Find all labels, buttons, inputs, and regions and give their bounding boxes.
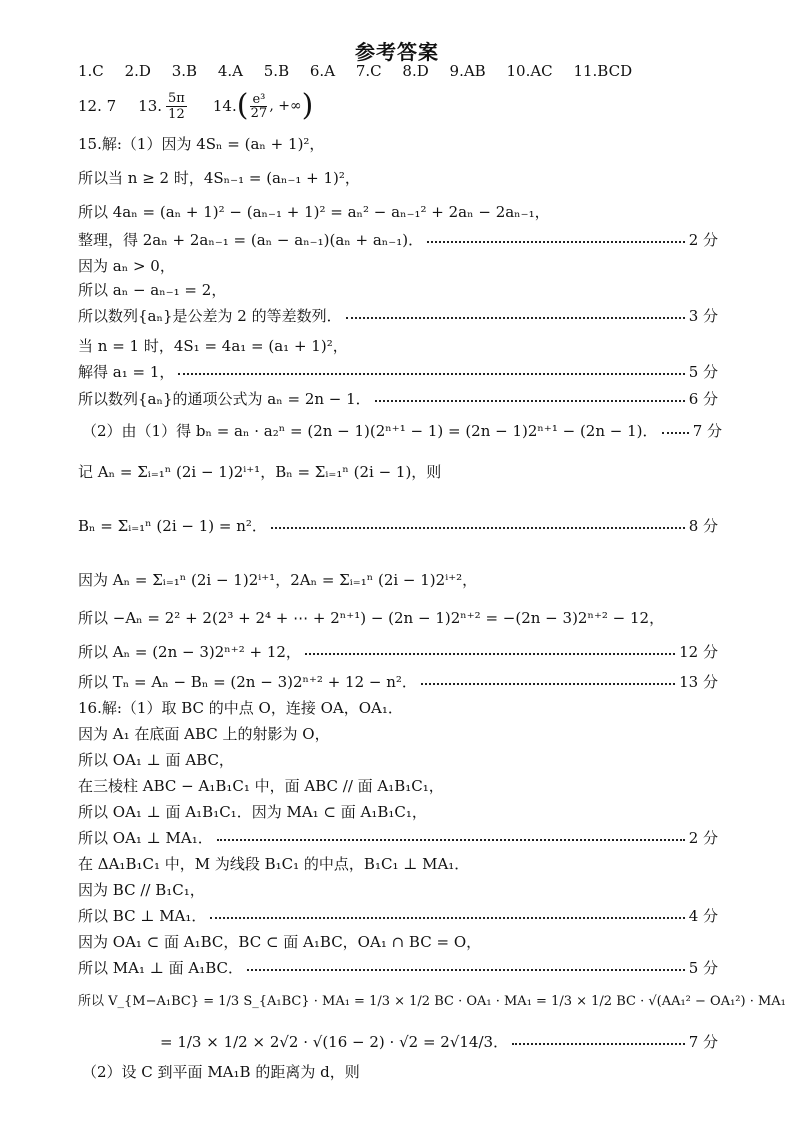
score-mark: 8 分 <box>688 516 718 535</box>
solution-line: 所以 BC ⊥ MA₁． 4 分 <box>78 906 718 925</box>
solution-line: 所以 MA₁ ⊥ 面 A₁BC． 5 分 <box>78 958 718 977</box>
answer-q14-interval: ( $\frac{\text{e³}}{27}$ , +∞ ) <box>236 88 314 123</box>
solution-line: 解得 a₁ = 1， 5 分 <box>78 362 718 381</box>
mc-answer: 1.C <box>78 62 104 80</box>
score-mark: 12 分 <box>679 642 718 661</box>
mc-answer: 11.BCD <box>573 62 633 80</box>
mc-answer: 7.C <box>355 62 382 80</box>
solution-line: 所以 4aₙ = (aₙ + 1)² − (aₙ₋₁ + 1)² = aₙ² − aₙ₋₁² + 2aₙ − 2aₙ₋₁， <box>78 202 550 221</box>
solution-line: 所以数列{aₙ}是公差为 2 的等差数列． 3 分 <box>78 306 718 325</box>
solution-line: 所以 OA₁ ⊥ 面 A₁B₁C₁．因为 MA₁ ⊂ 面 A₁B₁C₁， <box>78 802 427 821</box>
answer-q14-label: 14. <box>212 97 237 115</box>
score-mark: 6 分 <box>688 389 718 408</box>
mc-answer: 4.A <box>217 62 243 80</box>
mc-answer: 6.A <box>309 62 336 80</box>
solution-line: = 1/3 × 1/2 × 2√2 · √(16 − 2) · √2 = 2√14/3． 7 分 <box>160 1032 718 1051</box>
score-mark: 13 分 <box>679 672 718 691</box>
solution-line: 所以 Tₙ = Aₙ − Bₙ = (2n − 3)2ⁿ⁺² + 12 − n²． 13 分 <box>78 672 718 691</box>
q14-denominator: 27 <box>250 105 268 121</box>
fill-in-answers <box>78 86 313 126</box>
score-mark: 4 分 <box>688 906 718 925</box>
solution-line: 因为 OA₁ ⊂ 面 A₁BC，BC ⊂ 面 A₁BC，OA₁ ∩ BC = O， <box>78 932 482 951</box>
solution-line: 16.解:（1）取 BC 的中点 O，连接 OA，OA₁． <box>78 698 403 717</box>
solution-line: 在 ΔA₁B₁C₁ 中，M 为线段 B₁C₁ 的中点，B₁C₁ ⊥ MA₁． <box>78 854 470 873</box>
mc-answer: 9.AB <box>449 62 486 80</box>
solution-line: 因为 aₙ > 0， <box>78 256 175 275</box>
multiple-choice-answers <box>78 62 648 80</box>
solution-line: 因为 BC // B₁C₁， <box>78 880 205 899</box>
solution-line: 所以 OA₁ ⊥ 面 ABC， <box>78 750 234 769</box>
score-mark: 5 分 <box>688 958 718 977</box>
score-mark: 7 分 <box>692 421 722 440</box>
solution-line: Bₙ = Σᵢ₌₁ⁿ (2i − 1) = n²． 8 分 <box>78 516 718 535</box>
solution-line: （2）设 C 到平面 MA₁B 的距离为 d，则 <box>82 1062 360 1081</box>
mc-answer: 3.B <box>171 62 198 80</box>
solution-line: 所以 Aₙ = (2n − 3)2ⁿ⁺² + 12， 12 分 <box>78 642 718 661</box>
solution-line: 在三棱柱 ABC − A₁B₁C₁ 中，面 ABC // 面 A₁B₁C₁， <box>78 776 444 795</box>
solution-line: 所以 OA₁ ⊥ MA₁． 2 分 <box>78 828 718 847</box>
q14-fraction <box>250 93 267 120</box>
solution-line: 当 n = 1 时，4S₁ = 4a₁ = (a₁ + 1)²， <box>78 336 348 355</box>
mc-answer: 10.AC <box>506 62 553 80</box>
page-title: 参考答案 <box>355 40 439 64</box>
solution-line: 所以数列{aₙ}的通项公式为 aₙ = 2n − 1． 6 分 <box>78 389 718 408</box>
solution-line: 因为 Aₙ = Σᵢ₌₁ⁿ (2i − 1)2ⁱ⁺¹，2Aₙ = Σᵢ₌₁ⁿ (2i − 1)2ⁱ⁺²， <box>78 570 478 589</box>
mc-answer: 2.D <box>124 62 151 80</box>
answer-q13-fraction <box>166 91 187 122</box>
solution-line: 所以 aₙ − aₙ₋₁ = 2， <box>78 280 227 299</box>
q13-numerator: 5π <box>168 90 185 106</box>
q14-numerator: e³ <box>252 91 266 107</box>
solution-line: （2）由（1）得 bₙ = aₙ · a₂ⁿ = (2n − 1)(2ⁿ⁺¹ − 1) = (2n − 1)2ⁿ⁺¹ − (2n − 1)． 7 分 <box>82 421 722 440</box>
solution-line: 整理，得 2aₙ + 2aₙ₋₁ = (aₙ − aₙ₋₁)(aₙ + aₙ₋₁)． 2 分 <box>78 230 718 249</box>
score-mark: 5 分 <box>688 362 718 381</box>
answer-q12: 12. 7 <box>78 97 117 115</box>
solution-line: 因为 A₁ 在底面 ABC 上的射影为 O， <box>78 724 330 743</box>
q14-tail: , +∞ <box>269 98 302 114</box>
solution-line: 所以 −Aₙ = 2² + 2(2³ + 2⁴ + ⋯ + 2ⁿ⁺¹) − (2n − 1)2ⁿ⁺² = −(2n − 3)2ⁿ⁺² − 12， <box>78 608 665 627</box>
q13-denominator: 12 <box>168 106 185 122</box>
score-mark: 2 分 <box>688 828 718 847</box>
solution-line: 所以当 n ≥ 2 时，4Sₙ₋₁ = (aₙ₋₁ + 1)²， <box>78 168 360 187</box>
answer-q13-label: 13. <box>138 97 163 115</box>
score-mark: 7 分 <box>688 1032 718 1051</box>
solution-line: 所以 V_{M−A₁BC} = 1/3 S_{A₁BC} · MA₁ = 1/3 × 1/2 BC · OA₁ · MA₁ = 1/3 × 1/2 BC · √(AA₁² − OA₁²) · MA₁ <box>78 993 786 1009</box>
solution-line: 记 Aₙ = Σᵢ₌₁ⁿ (2i − 1)2ⁱ⁺¹，Bₙ = Σᵢ₌₁ⁿ (2i − 1)，则 <box>78 462 442 481</box>
mc-answer: 5.B <box>263 62 290 80</box>
mc-answer: 8.D <box>402 62 429 80</box>
score-mark: 3 分 <box>688 306 718 325</box>
score-mark: 2 分 <box>688 230 718 249</box>
solution-line: 15.解:（1）因为 4Sₙ = (aₙ + 1)²， <box>78 134 325 153</box>
